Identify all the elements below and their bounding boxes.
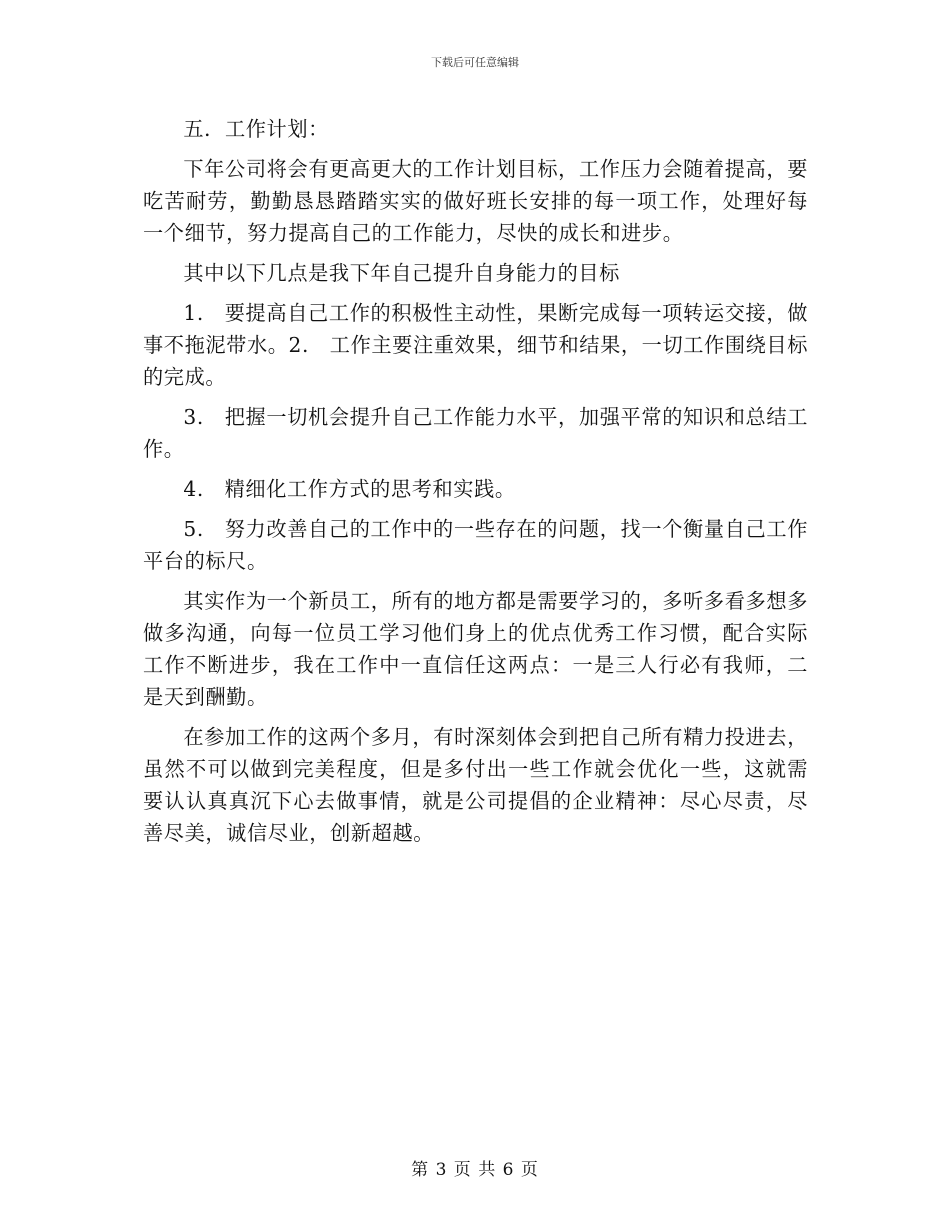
paragraph: 下年公司将会有更高更大的工作计划目标，工作压力会随着提高，要吃苦耐劳，勤勤恳恳踏踏实实的做好班长安排的每一项工作，处理好每一个细节，努力提高自己的工作能力，尽快的成长和进步。	[143, 157, 808, 245]
paragraph: 其中以下几点是我下年自己提升自身能力的目标	[183, 261, 620, 285]
list-item: 1. 要提高自己工作的积极性主动性，果断完成每一项转运交接，做事不拖泥带水。2. 工作主要注重效果，细节和结果，一切工作围绕目标的完成。	[143, 301, 808, 389]
paragraph: 其实作为一个新员工，所有的地方都是需要学习的，多听多看多想多做多沟通，向每一位员工学习他们身上的优点优秀工作习惯，配合实际工作不断进步，我在工作中一直信任这两点：一是三人行必有我师，二是天到酬勤。	[143, 589, 808, 709]
paragraph: 在参加工作的这两个多月，有时深刻体会到把自己所有精力投进去，虽然不可以做到完美程度，但是多付出一些工作就会优化一些，这就需要认认真真沉下心去做事情，就是公司提倡的企业精神：尽心尽责，尽善尽美，诚信尽业，创新超越。	[143, 725, 808, 845]
list-item: 4. 精细化工作方式的思考和实践。	[183, 477, 516, 501]
section-heading: 五．工作计划：	[183, 117, 329, 141]
list-item: 3. 把握一切机会提升自己工作能力水平，加强平常的知识和总结工作。	[143, 405, 808, 461]
header-note: 下载后可任意编辑	[431, 56, 519, 69]
list-item: 5. 努力改善自己的工作中的一些存在的问题，找一个衡量自己工作平台的标尺。	[143, 517, 808, 573]
document-body	[143, 113, 808, 857]
page-number: 第 3 页 共 6 页	[411, 1160, 539, 1180]
